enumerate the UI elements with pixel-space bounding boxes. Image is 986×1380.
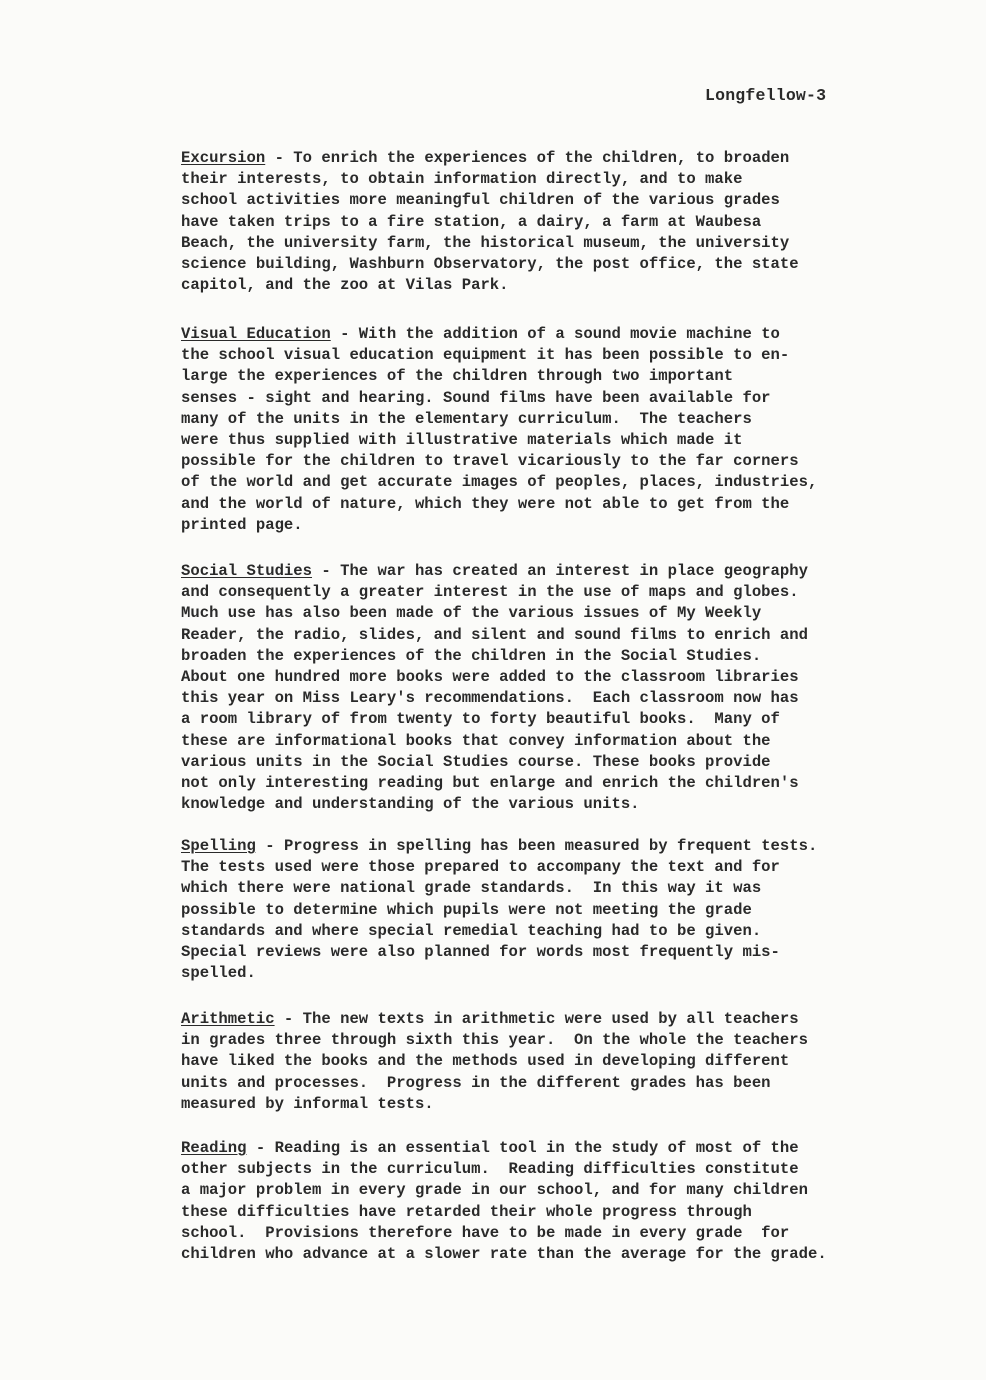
paragraph-line: a room library of from twenty to forty beautiful books. Many of	[181, 710, 780, 729]
paragraph-line: The tests used were those prepared to accompany the text and for	[181, 858, 780, 877]
section-social-studies	[181, 561, 901, 815]
paragraph-line: this year on Miss Leary's recommendations. Each classroom now has	[181, 689, 799, 708]
paragraph-line: Social Studies - The war has created an interest in place geography	[181, 562, 808, 580]
section-heading: Reading	[181, 1139, 247, 1157]
paragraph-line: large the experiences of the children through two important	[181, 367, 734, 386]
section-heading: Social Studies	[181, 562, 313, 580]
paragraph-line: various units in the Social Studies course. These books provide	[181, 752, 771, 771]
paragraph-line: children who advance at a slower rate than the average for the grade.	[181, 1245, 827, 1264]
paragraph-line: measured by informal tests.	[181, 1094, 434, 1113]
paragraph-line: capitol, and the zoo at Vilas Park.	[181, 276, 509, 295]
paragraph-line: Reading - Reading is an essential tool in the study of most of the	[181, 1139, 799, 1157]
section-heading: Spelling	[181, 837, 256, 855]
paragraph-line: knowledge and understanding of the various units.	[181, 795, 640, 814]
section-heading: Arithmetic	[181, 1010, 275, 1028]
page-number: Longfellow-3	[705, 86, 827, 105]
paragraph-line: these difficulties have retarded their whole progress through	[181, 1202, 752, 1221]
paragraph-line: school activities more meaningful children of the various grades	[181, 191, 780, 210]
paragraph-line: in grades three through sixth this year. On the whole the teachers	[181, 1031, 808, 1050]
paragraph-line: possible to determine which pupils were not meeting the grade	[181, 900, 752, 919]
paragraph-line: Beach, the university farm, the historical museum, the university	[181, 233, 790, 252]
paragraph-line: About one hundred more books were added to the classroom libraries	[181, 668, 799, 687]
paragraph-line: printed page.	[181, 515, 303, 534]
paragraph-line: Reader, the radio, slides, and silent and sound films to enrich and	[181, 625, 808, 644]
paragraph-line: other subjects in the curriculum. Reading difficulties constitute	[181, 1160, 799, 1179]
paragraph-line: not only interesting reading but enlarge and enrich the children's	[181, 774, 799, 793]
section-spelling	[181, 836, 901, 984]
paragraph-line: Excursion - To enrich the experiences of the children, to broaden	[181, 149, 790, 167]
section-excursion	[181, 148, 901, 296]
paragraph-line: were thus supplied with illustrative materials which made it	[181, 431, 743, 450]
paragraph-line: school. Provisions therefore have to be made in every grade for	[181, 1223, 790, 1242]
paragraph-line: spelled.	[181, 964, 256, 983]
paragraph-line: broaden the experiences of the children in the Social Studies.	[181, 646, 762, 665]
paragraph-line: possible for the children to travel vicariously to the far corners	[181, 452, 799, 471]
paragraph-line: which there were national grade standards. In this way it was	[181, 879, 762, 898]
paragraph-line: Special reviews were also planned for words most frequently mis-	[181, 943, 780, 962]
paragraph-line: and consequently a greater interest in the use of maps and globes.	[181, 583, 799, 602]
paragraph-line: a major problem in every grade in our school, and for many children	[181, 1181, 808, 1200]
paragraph-line: many of the units in the elementary curriculum. The teachers	[181, 409, 752, 428]
section-visual-education	[181, 324, 901, 536]
paragraph-line: senses - sight and hearing. Sound films have been available for	[181, 388, 771, 407]
section-heading: Excursion	[181, 149, 266, 167]
paragraph-line: of the world and get accurate images of peoples, places, industries,	[181, 473, 818, 492]
paragraph-line: have liked the books and the methods used in developing different	[181, 1052, 790, 1071]
paragraph-line: standards and where special remedial teaching had to be given.	[181, 921, 762, 940]
paragraph-line: Visual Education - With the addition of a sound movie machine to	[181, 325, 780, 343]
paragraph-line: units and processes. Progress in the different grades has been	[181, 1073, 771, 1092]
section-arithmetic	[181, 1009, 901, 1115]
paragraph-line: Arithmetic - The new texts in arithmetic were used by all teachers	[181, 1010, 799, 1028]
paragraph-line: these are informational books that convey information about the	[181, 731, 771, 750]
paragraph-line: science building, Washburn Observatory, the post office, the state	[181, 255, 799, 274]
paragraph-line: have taken trips to a fire station, a dairy, a farm at Waubesa	[181, 212, 762, 231]
paragraph-line: Much use has also been made of the various issues of My Weekly	[181, 604, 762, 623]
paragraph-line: and the world of nature, which they were not able to get from the	[181, 494, 790, 513]
paragraph-line: the school visual education equipment it has been possible to en-	[181, 346, 790, 365]
paragraph-line: Spelling - Progress in spelling has been measured by frequent tests.	[181, 837, 818, 855]
section-reading	[181, 1138, 901, 1265]
paragraph-line: their interests, to obtain information directly, and to make	[181, 170, 743, 189]
section-heading: Visual Education	[181, 325, 331, 343]
